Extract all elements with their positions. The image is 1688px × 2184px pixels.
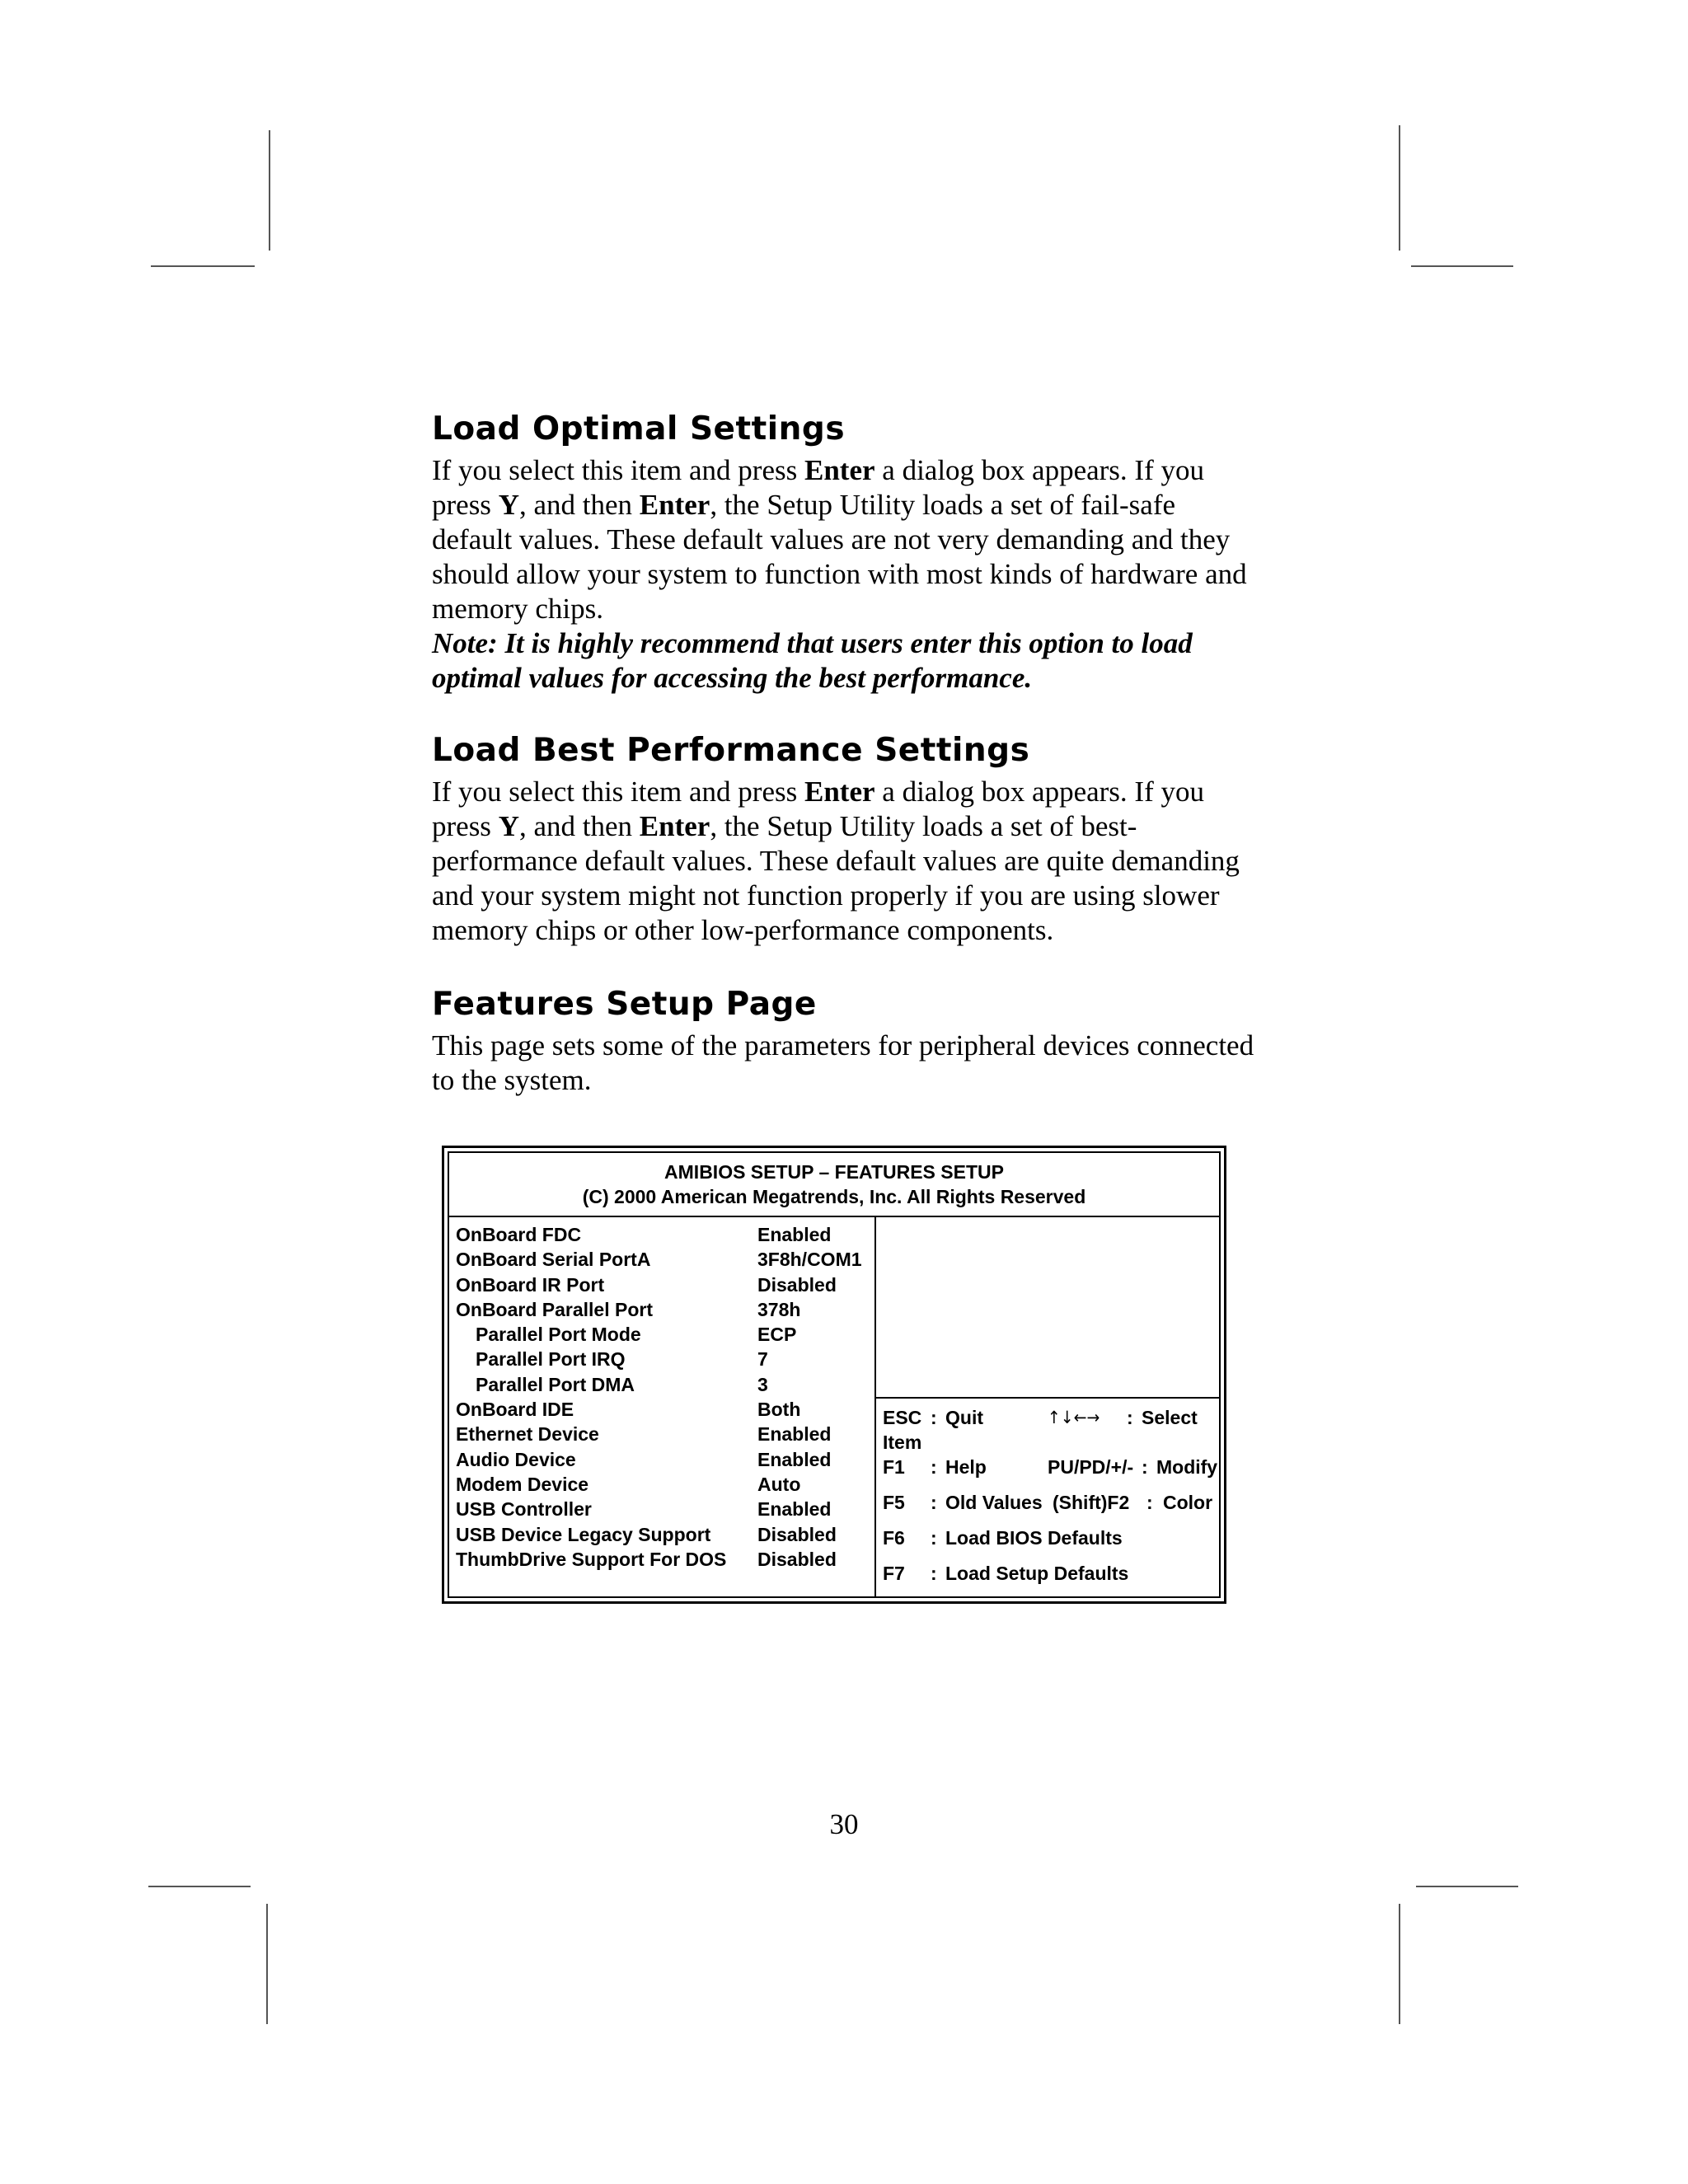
key-modify-label: Modify (1156, 1456, 1218, 1478)
setting-value[interactable]: ECP (757, 1324, 797, 1346)
setting-label: Parallel Port DMA (476, 1373, 635, 1395)
key-load-setup-label: Load Setup Defaults (945, 1563, 1129, 1584)
setting-value[interactable]: Disabled (757, 1548, 837, 1570)
body-text: a dialog box appears. If you press (432, 454, 1204, 521)
bios-setting-row[interactable] (456, 1397, 874, 1422)
body-text: , the Setup Utility loads a set of fail-safe default values. These default values are not very demanding and they should allow your system to function with most kinds of hardware and memory chips. (432, 489, 1247, 625)
key-f6: F6 (883, 1527, 905, 1549)
key-select-label: Select (1142, 1407, 1198, 1428)
key-colon: : (931, 1407, 937, 1428)
bios-setting-row[interactable] (456, 1222, 874, 1247)
bios-setting-row[interactable] (456, 1297, 874, 1322)
bios-panel (448, 1151, 1221, 1598)
body-text: , the Setup Utility loads a set of best-performance default values. These default values are quite demanding and your system might not function properly if you are using slower memory chips or other low-performance components. (432, 810, 1240, 946)
setting-label: Parallel Port Mode (476, 1324, 641, 1346)
setting-label: Ethernet Device (456, 1423, 599, 1446)
bios-setting-row[interactable] (456, 1247, 874, 1272)
key-row-f5 (883, 1490, 1219, 1526)
crop-mark (1399, 125, 1400, 251)
body-text: If you select this item and press (432, 776, 804, 808)
setting-label: Parallel Port IRQ (476, 1348, 626, 1371)
body-bold: Enter (639, 810, 710, 842)
item-help-area (876, 1217, 1219, 1399)
key-colon: : (931, 1527, 937, 1549)
bios-copyright: (C) 2000 American Megatrends, Inc. All Rights Reserved (582, 1186, 1086, 1207)
key-colon: : (1146, 1492, 1153, 1513)
setting-value[interactable]: 7 (757, 1348, 768, 1371)
key-shift-f2: (Shift)F2 (1053, 1492, 1130, 1513)
help-panel (876, 1217, 1219, 1596)
setting-value[interactable]: 378h (757, 1298, 801, 1320)
body-text: a dialog box appears. If you press (432, 776, 1204, 842)
bios-setting-row[interactable] (456, 1472, 874, 1497)
section-heading: Load Best Performance Settings (432, 732, 1030, 769)
crop-mark (1411, 265, 1513, 267)
bios-setting-row[interactable] (456, 1547, 874, 1572)
key-help-label: Help (945, 1456, 987, 1478)
key-legend (876, 1399, 1219, 1596)
setting-label: OnBoard Serial PortA (456, 1249, 651, 1271)
body-text: This page sets some of the parameters for peripheral devices connected to the system. (432, 1029, 1254, 1096)
bios-body (449, 1217, 1219, 1596)
section-features-setup (432, 984, 1256, 1098)
key-colon: : (1142, 1456, 1148, 1478)
bios-setting-row[interactable] (456, 1372, 874, 1397)
bios-header (449, 1153, 1219, 1217)
crop-mark (266, 1904, 268, 2024)
note-text: Note: It is highly recommend that users enter this option to load optimal values for accessing the best performance. (432, 627, 1193, 694)
key-load-bios-label: Load BIOS Defaults (945, 1527, 1123, 1549)
setting-label: OnBoard Parallel Port (456, 1298, 654, 1320)
key-row-f6 (883, 1526, 1219, 1561)
setting-label: OnBoard IDE (456, 1399, 574, 1421)
crop-mark (269, 130, 270, 251)
key-pupd: PU/PD/+/- (1048, 1456, 1134, 1478)
key-old-values-label: Old Values (945, 1492, 1043, 1513)
body-text: If you select this item and press (432, 454, 804, 486)
section-load-optimal (432, 409, 1256, 696)
setting-value[interactable]: Disabled (757, 1273, 837, 1296)
key-row-f1 (883, 1455, 1219, 1490)
setting-value[interactable]: 3 (757, 1373, 768, 1395)
settings-panel (449, 1217, 876, 1596)
setting-value[interactable]: Both (757, 1399, 801, 1421)
setting-value[interactable]: Auto (757, 1473, 801, 1495)
body-text: , and then (518, 489, 640, 521)
key-f1: F1 (883, 1456, 905, 1478)
body-bold: Enter (804, 776, 875, 808)
setting-label: Audio Device (456, 1448, 576, 1470)
bios-screenshot (442, 1146, 1226, 1604)
key-colon: : (1127, 1407, 1133, 1428)
section-body (432, 453, 1256, 696)
bios-setting-row[interactable] (456, 1422, 874, 1446)
bios-setting-row[interactable] (456, 1447, 874, 1472)
manual-text (432, 409, 1256, 1098)
section-body (432, 775, 1256, 948)
key-colon: : (931, 1563, 937, 1584)
section-body (432, 1029, 1256, 1098)
body-bold: Enter (639, 489, 710, 521)
key-esc: ESC (883, 1407, 922, 1428)
bios-setting-row[interactable] (456, 1347, 874, 1371)
bios-setting-row[interactable] (456, 1272, 874, 1297)
key-f5: F5 (883, 1492, 905, 1513)
section-heading: Features Setup Page (432, 986, 817, 1023)
key-row-esc (883, 1405, 1219, 1455)
crop-mark (1399, 1904, 1400, 2024)
key-quit-label: Quit (945, 1407, 983, 1428)
body-bold: Enter (804, 454, 875, 486)
key-item-label: Item (883, 1432, 922, 1453)
key-f7: F7 (883, 1563, 905, 1584)
body-bold: Y (498, 489, 519, 521)
settings-list (449, 1217, 874, 1572)
setting-label: USB Device Legacy Support (456, 1523, 711, 1545)
section-heading: Load Optimal Settings (432, 410, 846, 448)
body-text: , and then (518, 810, 640, 842)
setting-label: Modem Device (456, 1473, 589, 1495)
bios-setting-row[interactable] (456, 1497, 874, 1521)
key-colon: : (931, 1456, 937, 1478)
setting-value[interactable]: Disabled (757, 1523, 837, 1545)
setting-value[interactable]: Enabled (757, 1423, 832, 1446)
key-row-f7 (883, 1561, 1219, 1596)
setting-label: ThumbDrive Support For DOS (456, 1548, 727, 1570)
page-number: 30 (829, 1808, 859, 1840)
setting-value[interactable]: Enabled (757, 1498, 832, 1521)
key-colon: : (931, 1492, 937, 1513)
crop-mark (151, 265, 255, 267)
body-bold: Y (498, 810, 519, 842)
crop-mark (148, 1886, 251, 1887)
bios-setting-row[interactable] (456, 1322, 874, 1347)
bios-title: AMIBIOS SETUP – FEATURES SETUP (664, 1161, 1004, 1183)
setting-value[interactable]: 3F8h/COM1 (757, 1249, 862, 1271)
setting-value[interactable]: Enabled (757, 1224, 832, 1245)
key-color-label: Color (1163, 1492, 1213, 1513)
crop-mark (1416, 1886, 1518, 1887)
bios-setting-row[interactable] (456, 1522, 874, 1547)
setting-label: OnBoard FDC (456, 1224, 582, 1245)
setting-label: OnBoard IR Port (456, 1273, 605, 1296)
setting-label: USB Controller (456, 1498, 592, 1521)
setting-value[interactable]: Enabled (757, 1448, 832, 1470)
section-load-best-performance (432, 730, 1256, 948)
arrow-keys-icon: ↑↓←→ (1048, 1408, 1100, 1427)
